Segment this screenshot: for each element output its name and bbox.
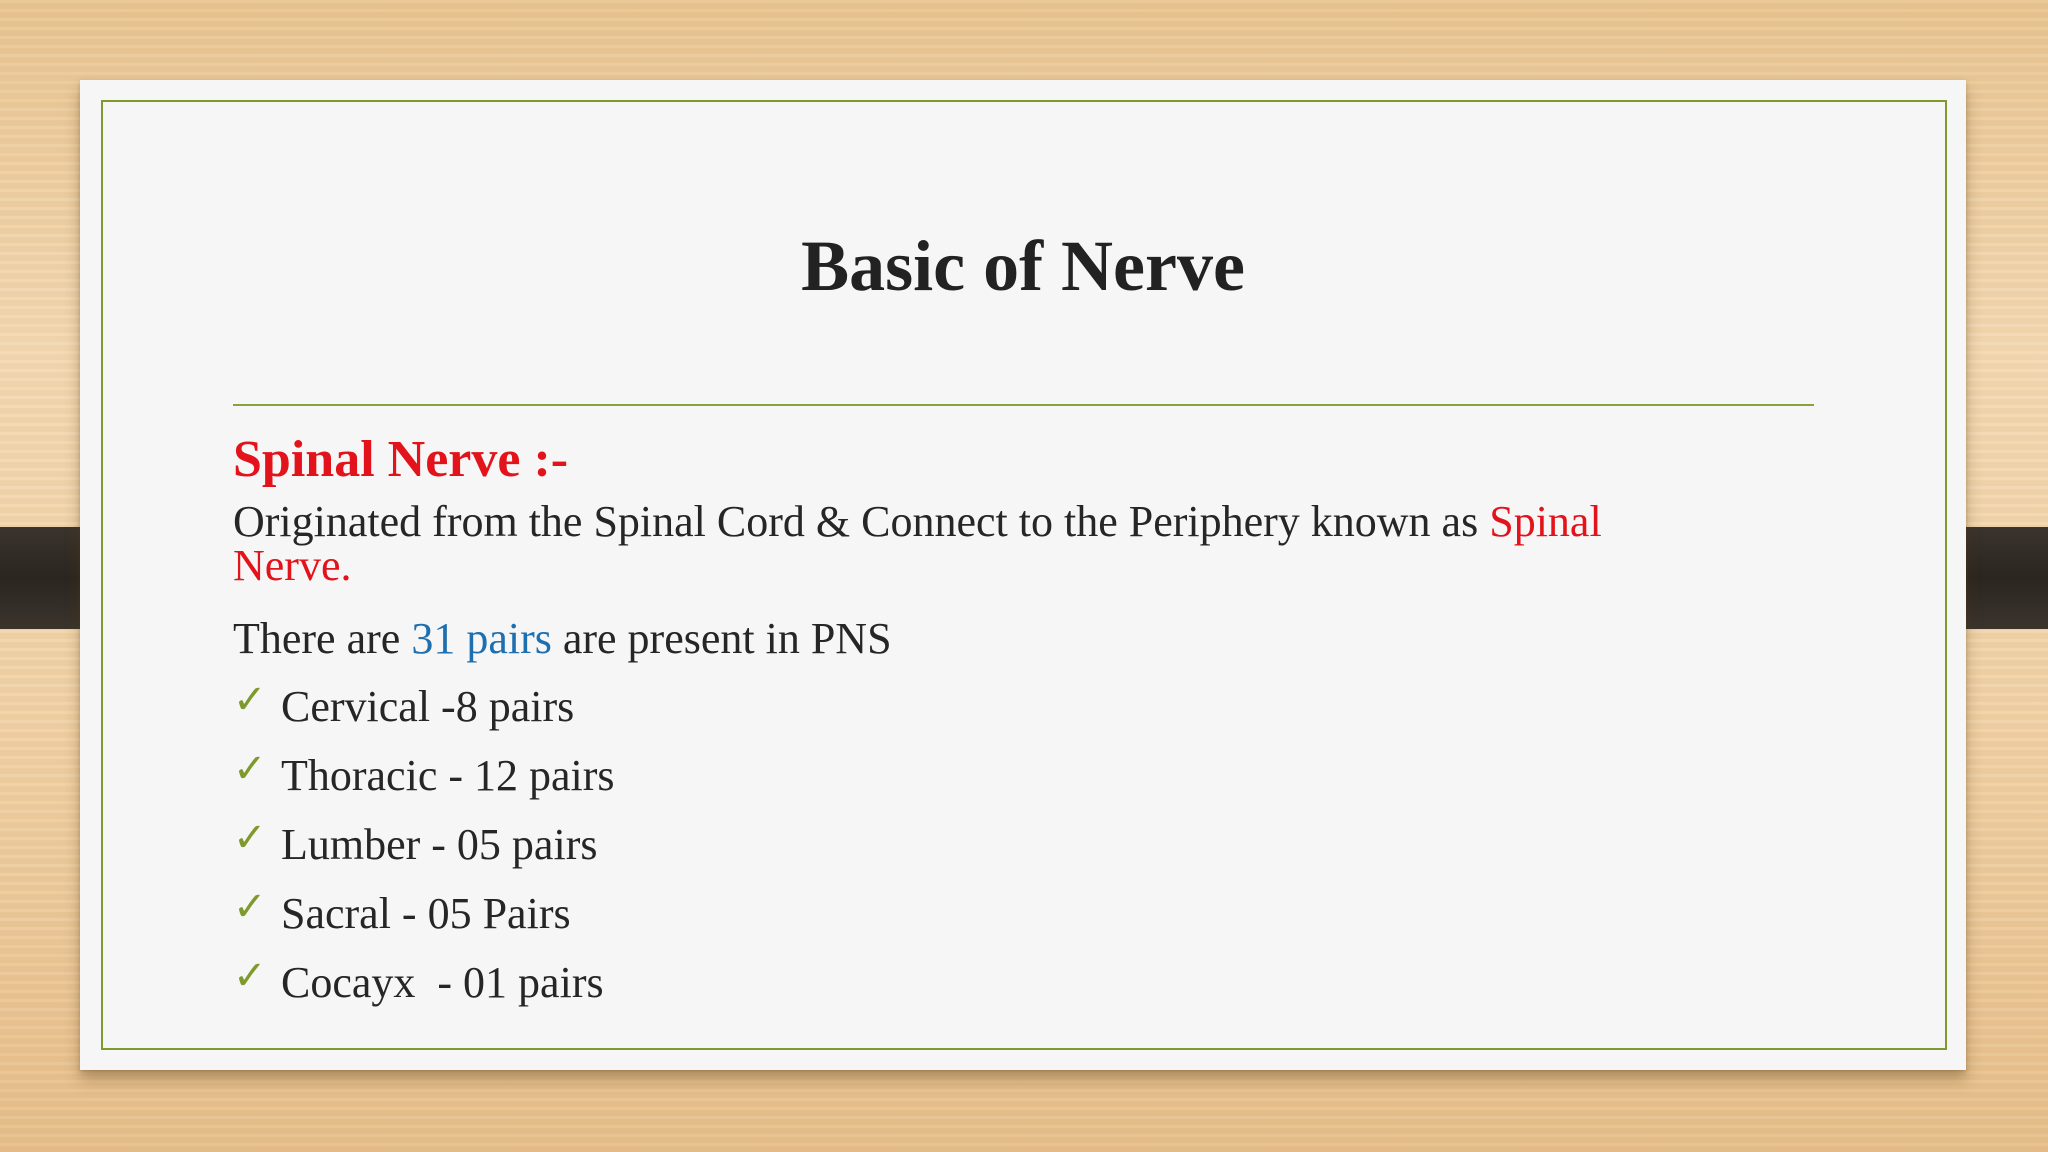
list-item (233, 879, 1833, 948)
count-prefix: There are (233, 614, 412, 663)
check-icon: ✓ (233, 677, 267, 723)
definition-text: Originated from the Spinal Cord & Connect to the Periphery known as (233, 497, 1490, 546)
check-icon: ✓ (233, 746, 267, 792)
list-item (233, 672, 1833, 741)
count-paragraph (233, 614, 1833, 664)
list-item (233, 948, 1833, 1017)
definition-highlight-1: Spinal (1489, 497, 1602, 546)
check-icon: ✓ (233, 815, 267, 861)
list-item-label: Cocayx - 01 pairs (281, 958, 604, 1007)
list-item (233, 810, 1833, 879)
list-item-label: Lumber - 05 pairs (281, 820, 598, 869)
check-icon: ✓ (233, 884, 267, 930)
check-icon: ✓ (233, 953, 267, 999)
count-suffix: are present in PNS (551, 614, 892, 663)
title-divider (233, 404, 1814, 406)
list-item (233, 741, 1833, 810)
list-item-label: Cervical -8 pairs (281, 682, 575, 731)
slide (80, 80, 1966, 1070)
list-item-label: Thoracic - 12 pairs (281, 751, 615, 800)
definition-paragraph (233, 497, 1833, 590)
spinal-nerve-list (233, 672, 1833, 1017)
slide-title: Basic of Nerve (801, 226, 1245, 306)
list-item-label: Sacral - 05 Pairs (281, 889, 571, 938)
subheading: Spinal Nerve :- (233, 431, 569, 488)
slide-content (233, 430, 1833, 1017)
definition-highlight-2: Nerve. (233, 541, 352, 590)
count-highlight: 31 pairs (411, 614, 552, 663)
